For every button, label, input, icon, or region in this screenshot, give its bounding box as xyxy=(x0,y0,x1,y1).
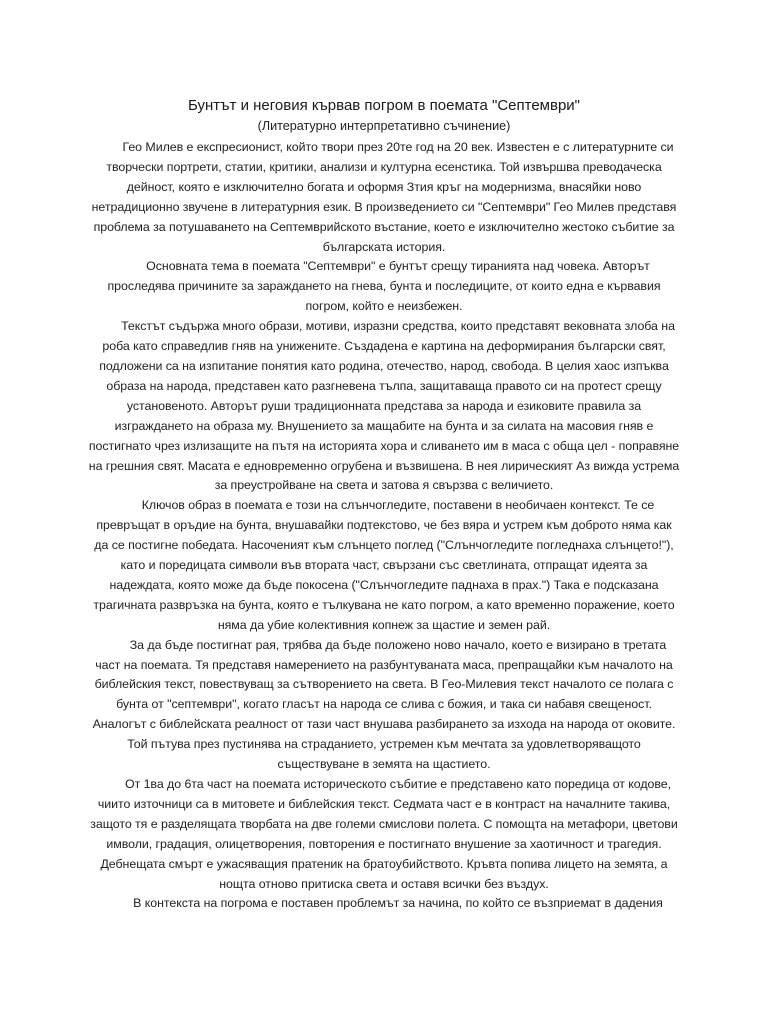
document-title: Бунтът и неговия кървав погром в поемата "Септември" xyxy=(187,97,580,114)
paragraph-6: От 1ва до 6та част на поемата историческото събитие е представено като поредица от кодове, чиито източници са в митовете и библейския текст. Седмата част е в контраст на началните такива, защото тя е разделящата творбата на две големи смислови полета. С помощта на метафори, цветови имволи, градация, олицетворения, повторения е постигнато внушение за хаотичност и трагедия. Дебнещата смърт е ужасяващия пратеник на братоубийството. Кръвта попива лицето на земята, а нощта отново притиска света и оставя всички без въздух. xyxy=(90,777,678,891)
paragraph-1: Гео Милев е експресионист, който твори през 20те год на 20 век. Известен е с литературните си творчески портрети, статии, критики, анализи и културна есенстика. Той извършва преводаческа дейност, която е изключително богата и оформя Зтия кръг на модернизма, внасяйки ново нетрадиционно звучене в литературния език. В произведението си "Септември" Гео Милев представя проблема за потушаването на Септемврийското въстание, което е изключително жестоко събитие за българската история. xyxy=(91,140,677,254)
paragraph-7: В контекста на погрома е поставен проблемът за начина, по който се възприемат в дадения xyxy=(133,896,663,911)
document-subtitle: (Литературно интерпретативно съчинение) xyxy=(257,119,511,133)
paragraph-3: Текстът съдържа много образи, мотиви, изразни средства, които представят вековната злоба на роба като справедлив гняв на унижените. Създадена е картина на деформирания български свят, подложени са на изпитание понятия като родина, отечество, народ, свобода. В целия хаос изпъква образа на народа, представен като разгневена тълпа, защитаваща правото си на протест срещу установеното. Авторът руши традиционната представа за народа и езиковите правила за изграждането на образа му. Внушението за мащабите на бунта и за силата на масовия гняв е постигнато чрез излизащите на пътя на историята хора и сливането им в маса с обща цел - поправяне на грешния свят. Масата е едновременно огрубена и възвишена. В нея лирическият Аз вижда устрема за преустройване на света и затова я свързва с величието. xyxy=(88,319,680,493)
paragraph-5: За да бъде постигнат рая, трябва да бъде положено ново начало, което е визирано в третата част на поемата. Тя представя намерението на разбунтуваната маса, препращайки към началото на библейския текст, повествуващ за сътворението на света. В Гео-Милевия текст началото се полага с бунта от "септември", когато гласът на народа се слива с божия, и така си набавя свещеност. Аналогът с библейската реалност от тази част внушава разбирането за изхода на народа от оковите. Той пътува през пустинява на страданието, устремен към мечтата за удовлетворяващото съществуване в земята на щастието. xyxy=(92,637,676,772)
paragraph-4: Ключов образ в поемата е този на слънчогледите, поставени в необичаен контекст. Те се превръщат в оръдие на бунта, внушавайки подтекстово, че без вяра и устрем към доброто няма как да се постигне победата. Насоченият към слънцето поглед ("Слънчогледите погледнаха слънцето!"), като и поредицата символи във втората част, свързани със светлината, отпращат идеята за надеждата, която може да бъде покосена ("Слънчогледите паднаха в прах.") Така е подсказана трагичната развръзка на бунта, която е тълкувана не като погром, а като временно поражение, което няма да убие колективния копнеж за щастие и земен рай. xyxy=(93,498,675,632)
paragraph-2: Основната тема в поемата "Септември" е бунтът срещу тиранията над човека. Авторът проследява причините за зараждането на гнева, бунта и последиците, от които една е кървавия погром, който е неизбежен. xyxy=(107,259,661,314)
